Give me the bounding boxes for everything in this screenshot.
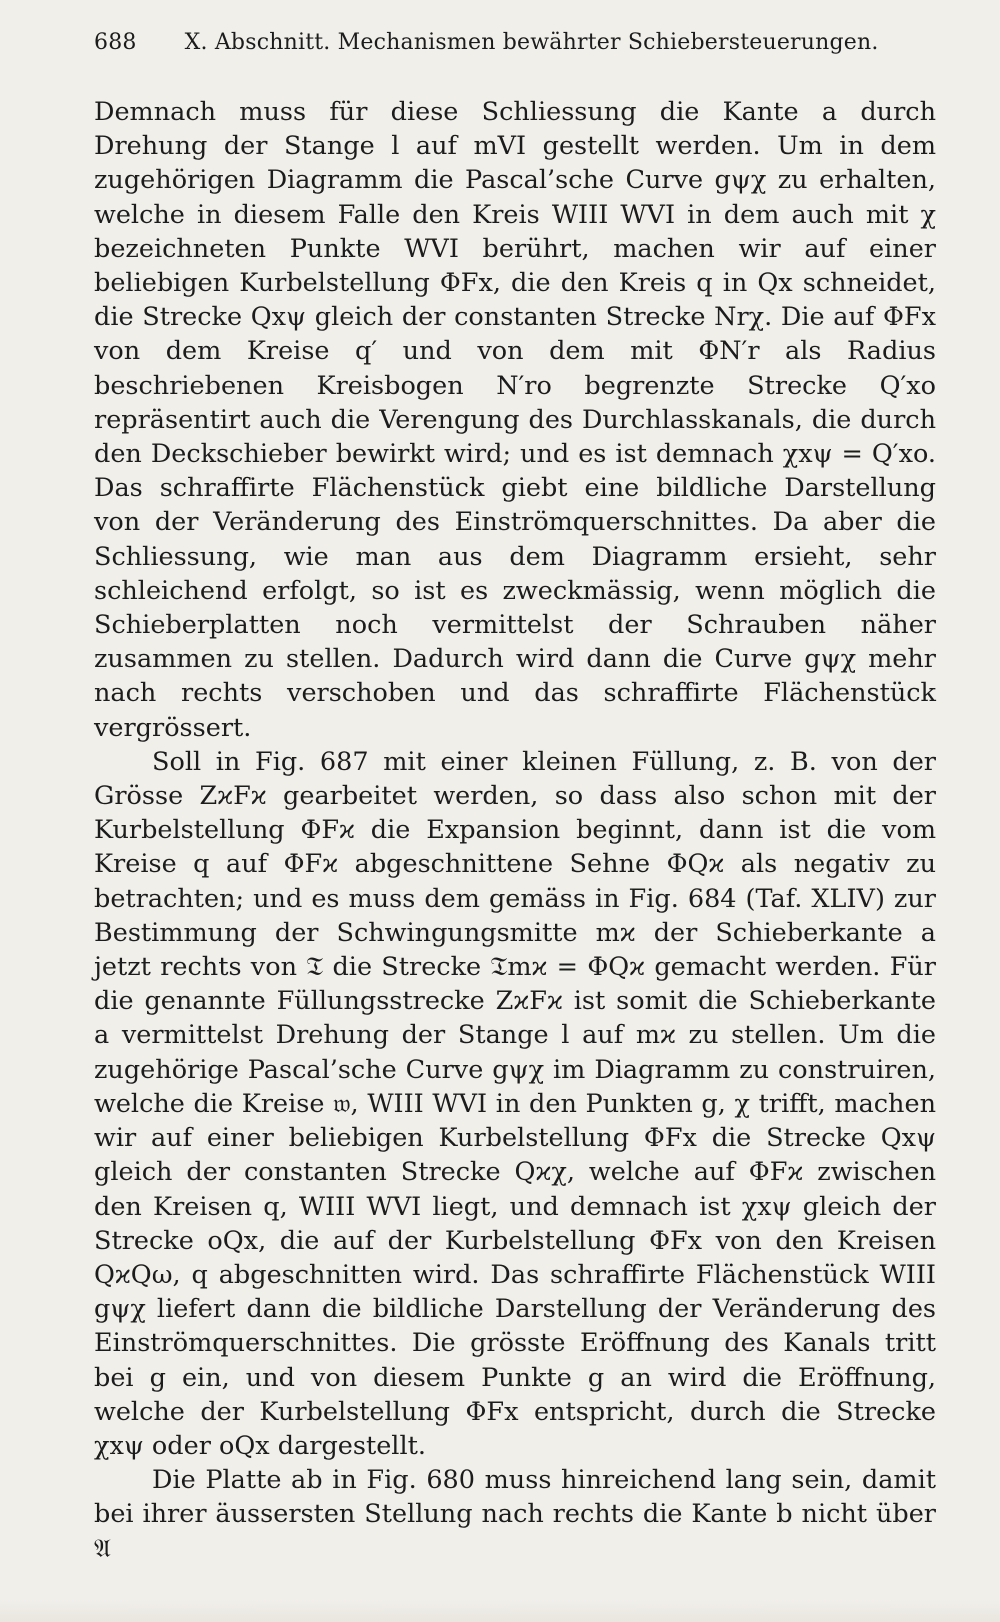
- running-title: X. Abschnitt. Mechanismen bewährter Schiebersteuerungen.: [184, 30, 879, 55]
- paragraph-1: Demnach muss für diese Schliessung die Kante a durch Drehung der Stange l auf mVI gestellt werden. Um in dem zugehörigen Diagramm die Pascal’sche Curve gψχ zu erhalten, welche in diesem Falle den Kreis WIII WVI in dem auch mit χ bezeichneten Punkte WVI berührt, machen wir auf einer beliebigen Kurbelstellung ΦFx, die den Kreis q in Qx schneidet, die Strecke Qxψ gleich der constanten Strecke Nrχ. Die auf ΦFx von dem Kreise q′ und von dem mit ΦN′r als Radius beschriebenen Kreisbogen N′ro begrenzte Strecke Q′xo repräsentirt auch die Verengung des Durchlasskanals, die durch den Deckschieber bewirkt wird; und es ist demnach χxψ = Q′xo. Das schraffirte Flächenstück giebt eine bildliche Darstellung von der Veränderung des Einströmquerschnittes. Da aber die Schliessung, wie man aus dem Diagramm ersieht, sehr schleichend erfolgt, so ist es zweckmässig, wenn möglich die Schieberplatten noch vermittelst der Schrauben näher zusammen zu stellen. Dadurch wird dann die Curve gψχ mehr nach rechts verschoben und das schraffirte Flächenstück vergrössert.: [94, 97, 936, 743]
- page-header: [94, 30, 936, 55]
- page-bottom-edge: [0, 1600, 1000, 1622]
- body-text: [94, 95, 936, 1566]
- page-number: 688: [94, 30, 137, 55]
- paragraph-3: Die Platte ab in Fig. 680 muss hinreichend lang sein, damit bei ihrer äussersten Stellung nach rechts die Kante b nicht über 𝔄: [94, 1465, 936, 1564]
- paragraph-2: Soll in Fig. 687 mit einer kleinen Füllung, z. B. von der Grösse ZϰFϰ gearbeitet werden, so dass also schon mit der Kurbelstellung ΦFϰ die Expansion beginnt, dann ist die vom Kreise q auf ΦFϰ abgeschnittene Sehne ΦQϰ als negativ zu betrachten; und es muss dem gemäss in Fig. 684 (Taf. XLIV) zur Bestimmung der Schwingungsmitte mϰ der Schieberkante a jetzt rechts von 𝔗 die Strecke 𝔗mϰ = ΦQϰ gemacht werden. Für die genannte Füllungsstrecke ZϰFϰ ist somit die Schieberkante a vermittelst Drehung der Stange l auf mϰ zu stellen. Um die zugehörige Pascal’sche Curve gψχ im Diagramm zu construiren, welche die Kreise 𝔴, WIII WVI in den Punkten g, χ trifft, machen wir auf einer beliebigen Kurbelstellung ΦFx die Strecke Qxψ gleich der constanten Strecke Qϰχ, welche auf ΦFϰ zwischen den Kreisen q, WIII WVI liegt, und demnach ist χxψ gleich der Strecke oQx, die auf der Kurbelstellung ΦFx von den Kreisen QϰQω, q abgeschnitten wird. Das schraffirte Flächenstück WIII gψχ liefert dann die bildliche Darstellung der Veränderung des Einströmquerschnittes. Die grösste Eröffnung des Kanals tritt bei g ein, und von diesem Punkte g an wird die Eröffnung, welche der Kurbelstellung ΦFx entspricht, durch die Strecke χxψ oder oQx dargestellt.: [94, 746, 936, 1461]
